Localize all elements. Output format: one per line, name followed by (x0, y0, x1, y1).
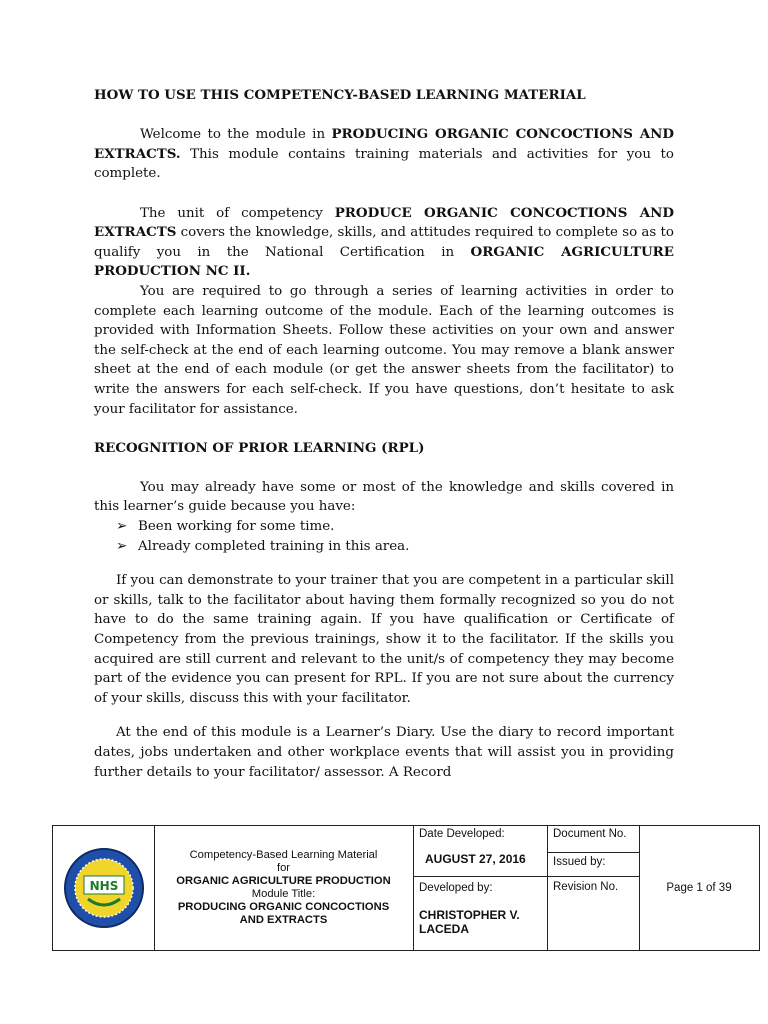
list-item: ➢ Been working for some time. (116, 517, 674, 537)
module-title-bold: PRODUCING ORGANIC CONCOCTIONS AND EXTRACTS. (94, 126, 674, 162)
issued-by-label: Issued by: (553, 856, 606, 868)
rpl-demonstrate-paragraph: If you can demonstrate to your trainer that you are competent in a particular skill or skills, talk to the facilitator about having them formally recognized so you do not have to do the same training again. If you have qualification or Certificate of Competency from the previous trainings, show it to the facilitator. If the skills you acquired are still current and relevant to the unit/s of competency they may become part of the evidence you can present for RPL. If you are not sure about the currency of your skills, discuss this with your facilitator. (94, 573, 674, 706)
developed-by-label: Developed by: (419, 882, 493, 894)
page-number: Page 1 of 39 (666, 882, 732, 894)
welcome-paragraph: Welcome to the module in PRODUCING ORGANIC CONCOCTIONS AND EXTRACTS. This module contains training materials and activities for you to complete. (94, 126, 674, 182)
rpl-intro-paragraph: You may already have some or most of the knowledge and skills covered in this learner’s guide because you have: (94, 479, 674, 515)
arrow-bullet-icon: ➢ (116, 519, 128, 535)
learners-diary-paragraph: At the end of this module is a Learner’s Diary. Use the diary to record important dates, jobs undertaken and other workplace events that will assist you in providing further details to your facilitator/ assessor. A Record (94, 725, 674, 780)
date-developed-value: AUGUST 27, 2016 (425, 852, 526, 866)
school-logo (53, 826, 154, 950)
document-no-label: Document No. (553, 828, 627, 840)
experience-list (94, 517, 674, 556)
document-body (94, 86, 674, 782)
school-seal-icon (63, 847, 145, 929)
document-footer-table (52, 825, 760, 951)
learning-activities-paragraph: You are required to go through a series of learning activities in order to complete each learning outcome of the module. Each of the learning outcomes is provided with Information Sheets. Follow these activities on your own and answer the self-check at the end of each learning outcome. You may remove a blank answer sheet at the end of each module (or get the answer sheets from the facilitator) to write the answers for each self-check. If you have questions, don’t hesitate to ask your facilitator for assistance. (94, 283, 674, 417)
list-item: ➢ Already completed training in this area. (116, 537, 674, 557)
date-developed-label: Date Developed: (419, 828, 505, 840)
arrow-bullet-icon: ➢ (116, 538, 128, 554)
unit-of-competency-paragraph: The unit of competency PRODUCE ORGANIC CONCOCTIONS AND EXTRACTS covers the knowledge, skills, and attitudes required to complete so as to qualify you in the National Certification in ORGANIC AGRICULTURE PRODUCTION NC II. (94, 204, 675, 280)
section-heading-rpl: RECOGNITION OF PRIOR LEARNING (RPL) (94, 439, 425, 456)
unit-title-bold: PRODUCE ORGANIC CONCOCTIONS AND EXTRACTS (94, 204, 675, 241)
module-title-cell: Competency-Based Learning Material for ORGANIC AGRICULTURE PRODUCTION Module Title: PRODUCING ORGANIC CONCOCTIONS AND EXTRACTS (176, 849, 391, 926)
certification-title-bold: ORGANIC AGRICULTURE PRODUCTION NC II. (94, 243, 675, 280)
section-heading-how-to-use: HOW TO USE THIS COMPETENCY-BASED LEARNING MATERIAL (94, 87, 586, 103)
svg-text:NHS: NHS (89, 879, 118, 893)
developed-by-value: CHRISTOPHER V. LACEDA (419, 908, 520, 936)
revision-no-label: Revision No. (553, 881, 619, 893)
